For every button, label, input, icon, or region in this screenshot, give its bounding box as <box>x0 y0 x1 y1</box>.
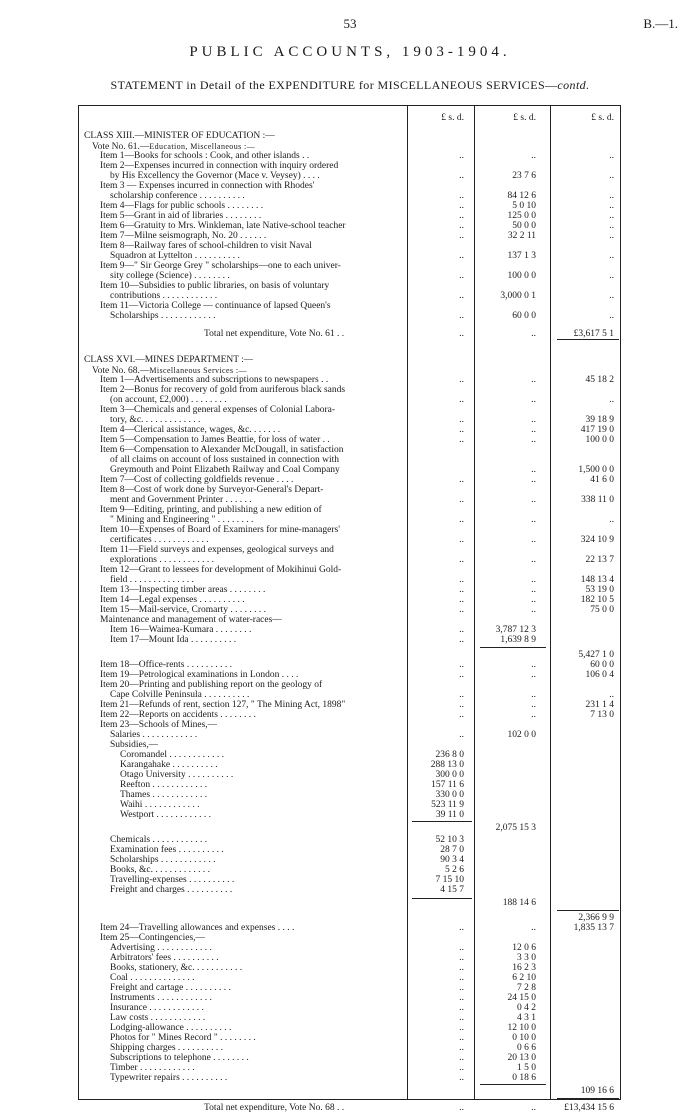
column-header-3: £ s. d. <box>591 113 614 123</box>
row-label: Freight and charges . . . . . . . . . . <box>110 885 233 895</box>
row-label: Examination fees . . . . . . . . . . <box>110 845 224 855</box>
amount-c2: .. <box>531 415 536 425</box>
amount-c2: 6 2 10 <box>512 973 536 983</box>
amount-c1: 523 11 9 <box>431 800 464 810</box>
amount-c2: 0 10 0 <box>512 1033 536 1043</box>
row-label: contributions . . . . . . . . . . . . <box>110 291 218 301</box>
amount-c1: .. <box>459 595 464 605</box>
row-label: Item 24—Travelling allowances and expenses . . . . <box>100 923 295 933</box>
subtotal-rule-schools <box>557 910 619 911</box>
row-label: CLASS XIII.—MINISTER OF EDUCATION :— <box>84 131 275 141</box>
row-label-smallcaps: Miscellaneous Services :— <box>149 366 247 375</box>
row-label: Subsidies,— <box>110 740 159 750</box>
row-label: Item 12—Grant to lessees for development of Mokihinui Gold- <box>100 565 342 575</box>
amount-c3: .. <box>609 271 614 281</box>
amount-c2: 12 10 0 <box>507 1023 536 1033</box>
table-row <box>84 329 620 340</box>
amount-c1: .. <box>459 535 464 545</box>
amount-c2: .. <box>531 1103 536 1113</box>
row-label: Advertising . . . . . . . . . . . . <box>110 943 212 953</box>
amount-c1: .. <box>459 291 464 301</box>
amount-c3: .. <box>609 201 614 211</box>
amount-c1: .. <box>459 515 464 525</box>
row-label: Item 4—Flags for public schools . . . . . . . . <box>100 201 264 211</box>
table-row <box>84 810 620 821</box>
amount-c1: .. <box>459 151 464 161</box>
amount-c1: 300 0 0 <box>435 770 464 780</box>
row-label: Reefton . . . . . . . . . . . . <box>120 780 208 790</box>
amount-c3: 45 18 2 <box>585 375 614 385</box>
amount-c1: .. <box>459 475 464 485</box>
amount-c1: .. <box>459 1073 464 1083</box>
total-rule-68 <box>557 1098 619 1099</box>
table-row <box>84 1086 620 1097</box>
row-label: Item 1—Books for schools : Cook, and other islands . . <box>100 151 310 161</box>
amount-c1: .. <box>459 963 464 973</box>
amount-c2: 16 2 3 <box>512 963 536 973</box>
row-label: Lodging-allowance . . . . . . . . . . <box>110 1023 232 1033</box>
amount-c2: 3,787 12 3 <box>495 625 536 635</box>
row-label: Item 11—Field surveys and expenses, geological surveys and <box>100 545 334 555</box>
amount-c1: .. <box>459 251 464 261</box>
row-label: Item 2—Bonus for recovery of gold from auriferous black sands <box>100 385 346 395</box>
row-label: Westport . . . . . . . . . . . . <box>120 810 212 820</box>
row-label: Item 17—Mount Ida . . . . . . . . . . <box>110 635 237 645</box>
amount-c1: .. <box>459 221 464 231</box>
amount-c3: 231 1 4 <box>585 700 614 710</box>
row-label: Item 6—Compensation to Alexander McDougall, in satisfaction <box>100 445 344 455</box>
row-label: Item 11—Victoria College — continuance of lapsed Queen's <box>100 301 331 311</box>
row-label: Item 8—Cost of work done by Surveyor-General's Depart- <box>100 485 324 495</box>
row-label: Insurance . . . . . . . . . . . . <box>110 1003 204 1013</box>
row-label: Item 3 — Expenses incurred in connection with Rhodes' <box>100 181 315 191</box>
subtotal-rule-contingencies <box>480 1084 546 1085</box>
amount-c2: .. <box>531 660 536 670</box>
row-label: Instruments . . . . . . . . . . . . <box>110 993 212 1003</box>
amount-c1: .. <box>459 690 464 700</box>
amount-c1: .. <box>459 495 464 505</box>
amount-c2: .. <box>531 375 536 385</box>
row-label-main: Vote No. 68.— <box>92 366 150 376</box>
amount-c1: .. <box>459 983 464 993</box>
amount-c1: .. <box>459 670 464 680</box>
amount-c1: .. <box>459 973 464 983</box>
amount-c3: 2,366 9 9 <box>578 913 614 923</box>
amount-c1: .. <box>459 923 464 933</box>
amount-c3: 22 13 7 <box>585 555 614 565</box>
amount-c2: .. <box>531 425 536 435</box>
row-label: Item 18—Office-rents . . . . . . . . . . <box>100 660 233 670</box>
amount-c2: 23 7 6 <box>512 171 536 181</box>
subtotal-rule-water-races <box>480 647 546 648</box>
amount-c2: 188 14 6 <box>502 898 536 908</box>
amount-c1: 4 15 7 <box>440 885 464 895</box>
row-label: field . . . . . . . . . . . . . . <box>110 575 194 585</box>
row-label: by His Excellency the Governor (Mace v. Veysey) . . . . <box>110 171 320 181</box>
column-header-row <box>84 113 620 124</box>
amount-c2: .. <box>531 435 536 445</box>
row-label: explorations . . . . . . . . . . . . <box>110 555 214 565</box>
subtitle-text: STATEMENT in Detail of the EXPENDITURE for MISCELLANEOUS SERVICES— <box>110 78 558 92</box>
amount-c2: .. <box>531 495 536 505</box>
row-label: " Mining and Engineering " . . . . . . . . <box>110 515 254 525</box>
row-label: of all claims on account of loss sustained in connection with <box>110 455 340 465</box>
amount-c2: 24 15 0 <box>507 993 536 1003</box>
amount-c1: .. <box>459 575 464 585</box>
row-label: Item 1—Advertisements and subscriptions to newspapers . . <box>100 375 329 385</box>
amount-c3: .. <box>609 211 614 221</box>
row-label: Scholarships . . . . . . . . . . . . <box>110 311 216 321</box>
amount-c1: .. <box>459 171 464 181</box>
amount-c1: .. <box>459 1003 464 1013</box>
amount-c2: .. <box>531 395 536 405</box>
amount-c2: 5 0 10 <box>512 201 536 211</box>
row-label: Item 5—Grant in aid of libraries . . . . . . . . <box>100 211 262 221</box>
row-label: Item 21—Refunds of rent, section 127, " The Mining Act, 1898" <box>100 700 346 710</box>
amount-c1: .. <box>459 1013 464 1023</box>
amount-c2: 84 12 6 <box>507 191 536 201</box>
amount-c2: .. <box>531 329 536 339</box>
row-label: Item 19—Petrological examinations in London . . . . <box>100 670 299 680</box>
amount-c3: .. <box>609 515 614 525</box>
amount-c3: 5,427 1 0 <box>578 650 614 660</box>
amount-c1: .. <box>459 191 464 201</box>
row-label: Item 4—Clerical assistance, wages, &c. . . . . . . <box>100 425 281 435</box>
amount-c2: 1 5 0 <box>517 1063 536 1073</box>
amount-c3: 100 0 0 <box>585 435 614 445</box>
amount-c1: .. <box>459 375 464 385</box>
row-label: Salaries . . . . . . . . . . . . <box>110 730 198 740</box>
amount-c1: .. <box>459 710 464 720</box>
amount-c1: .. <box>459 730 464 740</box>
amount-c1: .. <box>459 993 464 1003</box>
amount-c1: .. <box>459 1043 464 1053</box>
page-number: 53 <box>343 16 357 31</box>
amount-c1: 39 11 0 <box>435 810 464 820</box>
row-label: Photos for " Mines Record " . . . . . . . . <box>110 1033 256 1043</box>
amount-c2: 4 3 1 <box>517 1013 536 1023</box>
amount-c1: 330 0 0 <box>435 790 464 800</box>
amount-c1: .. <box>459 211 464 221</box>
amount-c2: .. <box>531 535 536 545</box>
amount-c2: 3 3 0 <box>517 953 536 963</box>
amount-c3: 109 16 6 <box>580 1086 614 1096</box>
amount-c2: 20 13 0 <box>507 1053 536 1063</box>
amount-c2: .. <box>531 475 536 485</box>
amount-c3: .. <box>609 251 614 261</box>
amount-c2: 0 6 6 <box>517 1043 536 1053</box>
row-label: Item 15—Mail-service, Cromarty . . . . . . . . <box>100 605 266 615</box>
amount-c3: 41 6 0 <box>590 475 614 485</box>
amount-c1: 157 11 6 <box>431 780 464 790</box>
amount-c2: 2,075 15 3 <box>495 823 536 833</box>
row-label: Item 23—Schools of Mines,— <box>100 720 218 730</box>
row-label: Item 5—Compensation to James Beattie, for loss of water . . <box>100 435 330 445</box>
amount-c3: 324 10 9 <box>580 535 614 545</box>
amount-c2: .. <box>531 465 536 475</box>
amount-c1: 90 3 4 <box>440 855 464 865</box>
row-label: Typewriter repairs . . . . . . . . . . <box>110 1073 228 1083</box>
row-label: Waihi . . . . . . . . . . . . <box>120 800 200 810</box>
amount-c2: 50 0 0 <box>512 221 536 231</box>
amount-c2: .. <box>531 690 536 700</box>
amount-c1: .. <box>459 585 464 595</box>
amount-c3: 106 0 4 <box>585 670 614 680</box>
row-label: Item 6—Gratuity to Mrs. Winkleman, late Native-school teacher <box>100 221 346 231</box>
row-label: Arbitrators' fees . . . . . . . . . . <box>110 953 219 963</box>
row-label: Karangahake . . . . . . . . . . <box>120 760 218 770</box>
amount-c2: .. <box>531 700 536 710</box>
amount-c1: .. <box>459 943 464 953</box>
amount-c1: 52 10 3 <box>435 835 464 845</box>
amount-c2: 0 4 2 <box>517 1003 536 1013</box>
column-header-1: £ s. d. <box>441 113 464 123</box>
row-label: Maintenance and management of water-races— <box>100 615 282 625</box>
amount-c2: .. <box>531 555 536 565</box>
row-label: Item 14—Legal expenses . . . . . . . . . . <box>100 595 245 605</box>
amount-c2: 12 0 6 <box>512 943 536 953</box>
amount-c3: 53 19 0 <box>585 585 614 595</box>
row-label: Law costs . . . . . . . . . . . . <box>110 1013 206 1023</box>
row-label: (on account, £2,000) . . . . . . . . <box>110 395 227 405</box>
row-label: Item 10—Expenses of Board of Examiners for mine-managers' <box>100 525 340 535</box>
amount-c3: 1,835 13 7 <box>573 923 614 933</box>
row-label: Travelling-expenses . . . . . . . . . . <box>110 875 235 885</box>
amount-c1: .. <box>459 425 464 435</box>
row-label: Item 10—Subsidies to public libraries, on basis of voluntary <box>100 281 330 291</box>
amount-c3: .. <box>609 231 614 241</box>
row-label: Total net expenditure, Vote No. 61 . . <box>204 329 345 339</box>
amount-c2: 100 0 0 <box>507 271 536 281</box>
row-label: Item 13—Inspecting timber areas . . . . . . . . <box>100 585 266 595</box>
amount-c1: .. <box>459 271 464 281</box>
amount-c3: 1,500 0 0 <box>578 465 614 475</box>
row-label: Freight and cartage . . . . . . . . . . <box>110 983 231 993</box>
subtotal-rule-expenses <box>412 898 472 899</box>
amount-c1: .. <box>459 953 464 963</box>
amount-c3: .. <box>609 151 614 161</box>
row-label: Cape Colville Peninsula . . . . . . . . . . <box>110 690 250 700</box>
row-label: Books, stationery, &c. . . . . . . . . . . <box>110 963 243 973</box>
row-label: scholarship conference . . . . . . . . . . <box>110 191 245 201</box>
document-reference: B.—1. <box>643 16 678 31</box>
column-header-2: £ s. d. <box>513 113 536 123</box>
row-label: Item 2—Expenses incurred in connection with inquiry ordered <box>100 161 339 171</box>
amount-c3: .. <box>609 690 614 700</box>
amount-c2: 60 0 0 <box>512 311 536 321</box>
amount-c3: 338 11 0 <box>581 495 614 505</box>
amount-c3: 39 18 9 <box>585 415 614 425</box>
amount-c3: .. <box>609 395 614 405</box>
amount-c2: 0 18 6 <box>512 1073 536 1083</box>
amount-c3: 182 10 5 <box>580 595 614 605</box>
amount-c1: .. <box>459 1063 464 1073</box>
amount-c1: 28 7 0 <box>440 845 464 855</box>
row-label: Item 7—Milne seismograph, No. 20 . . . . . . <box>100 231 267 241</box>
table-row <box>84 898 620 909</box>
amount-c1: 7 15 10 <box>435 875 464 885</box>
amount-c1: .. <box>459 700 464 710</box>
row-label: Chemicals . . . . . . . . . . . . <box>110 835 208 845</box>
amount-c1: .. <box>459 635 464 645</box>
row-label: Otago University . . . . . . . . . . <box>120 770 234 780</box>
row-label: Coromandel . . . . . . . . . . . . <box>120 750 224 760</box>
amount-c1: .. <box>459 1053 464 1063</box>
amount-c2: 32 2 11 <box>507 231 536 241</box>
amount-c2: .. <box>531 595 536 605</box>
subtitle-contd: contd. <box>557 78 590 92</box>
row-label-smallcaps: Education, Miscellaneous :— <box>149 142 256 151</box>
row-label: Item 20—Printing and publishing report on the geology of <box>100 680 323 690</box>
amount-c3: .. <box>609 221 614 231</box>
amount-c2: .. <box>531 605 536 615</box>
row-label: Subscriptions to telephone . . . . . . . . <box>110 1053 249 1063</box>
amount-c1: .. <box>459 1033 464 1043</box>
amount-c2: 3,000 0 1 <box>500 291 536 301</box>
row-label: Shipping charges . . . . . . . . . . <box>110 1043 224 1053</box>
row-label: CLASS XVI.—MINES DEPARTMENT :— <box>84 355 254 365</box>
amount-c1: .. <box>459 415 464 425</box>
amount-c1: .. <box>459 201 464 211</box>
table-row <box>84 1073 620 1084</box>
page-title: PUBLIC ACCOUNTS, 1903-1904. <box>189 44 511 60</box>
row-label: Books, &c. . . . . . . . . . . . . <box>110 865 211 875</box>
row-label: Coal . . . . . . . . . . . . . . <box>110 973 195 983</box>
row-label: Scholarships . . . . . . . . . . . . <box>110 855 216 865</box>
total-rule-61 <box>557 339 619 340</box>
row-label: Item 22—Reports on accidents . . . . . . . . <box>100 710 256 720</box>
statement-subtitle <box>0 78 700 93</box>
amount-c3: 75 0 0 <box>590 605 614 615</box>
table-row <box>84 1103 620 1114</box>
amount-c2: .. <box>531 585 536 595</box>
amount-c1: .. <box>459 555 464 565</box>
row-label: Item 8—Railway fares of school-children to visit Naval <box>100 241 312 251</box>
amount-c2: .. <box>531 151 536 161</box>
amount-c2: 125 0 0 <box>507 211 536 221</box>
amount-c1: .. <box>459 435 464 445</box>
amount-c2: .. <box>531 575 536 585</box>
amount-c2: 102 0 0 <box>507 730 536 740</box>
amount-c2: .. <box>531 923 536 933</box>
amount-c3: £3,617 5 1 <box>573 329 614 339</box>
row-label: Timber . . . . . . . . . . . . <box>110 1063 195 1073</box>
amount-c3: .. <box>609 311 614 321</box>
amount-c3: 7 13 0 <box>590 710 614 720</box>
amount-c1: .. <box>459 231 464 241</box>
amount-c3: 60 0 0 <box>590 660 614 670</box>
amount-c1: .. <box>459 329 464 339</box>
row-label: Item 25—Contingencies,— <box>100 933 206 943</box>
row-label: Item 3—Chemicals and general expenses of Colonial Labora- <box>100 405 336 415</box>
table-row <box>84 311 620 322</box>
amount-c3: .. <box>609 291 614 301</box>
row-label: Greymouth and Point Elizabeth Railway and Coal Company <box>110 465 340 475</box>
amount-c1: .. <box>459 1103 464 1113</box>
amount-c2: .. <box>531 670 536 680</box>
table-row <box>84 885 620 896</box>
amount-c1: .. <box>459 1023 464 1033</box>
row-label: sity college (Science) . . . . . . . . <box>110 271 230 281</box>
row-label-main: Vote No. 61.— <box>92 142 150 152</box>
row-label: Total net expenditure, Vote No. 68 . . <box>204 1103 345 1113</box>
row-label: Thames . . . . . . . . . . . . <box>120 790 208 800</box>
amount-c1: .. <box>459 625 464 635</box>
row-label: Squadron at Lyttelton . . . . . . . . . . <box>110 251 240 261</box>
amount-c2: 7 2 8 <box>517 983 536 993</box>
amount-c3: .. <box>609 191 614 201</box>
amount-c1: 288 13 0 <box>430 760 464 770</box>
amount-c1: .. <box>459 605 464 615</box>
row-label: Item 7—Cost of collecting goldfields revenue . . . . <box>100 475 294 485</box>
amount-c3: £13,434 15 6 <box>564 1103 614 1113</box>
amount-c1: .. <box>459 311 464 321</box>
amount-c1: .. <box>459 395 464 405</box>
amount-c1: 236 8 0 <box>435 750 464 760</box>
amount-c1: .. <box>459 660 464 670</box>
row-label: Item 16—Waimea-Kumara . . . . . . . . <box>110 625 252 635</box>
table-row <box>84 635 620 646</box>
amount-c2: .. <box>531 710 536 720</box>
row-label: ment and Government Printer . . . . . . <box>110 495 252 505</box>
row-label: tory, &c. . . . . . . . . . . . . <box>110 415 201 425</box>
amount-c3: 417 19 0 <box>580 425 614 435</box>
amount-c2: 137 1 3 <box>507 251 536 261</box>
amount-c3: .. <box>609 171 614 181</box>
amount-c3: 148 13 4 <box>580 575 614 585</box>
amount-c2: .. <box>531 515 536 525</box>
amount-c1: 5 2 6 <box>445 865 464 875</box>
amount-c2: 1,639 8 9 <box>500 635 536 645</box>
row-label: Item 9—" Sir George Grey " scholarships—one to each univer- <box>100 261 341 271</box>
subtotal-rule-subsidies <box>412 821 472 822</box>
row-label: certificates . . . . . . . . . . . . <box>110 535 209 545</box>
table-row <box>84 823 620 834</box>
row-label: Item 9—Editing, printing, and publishing a new edition of <box>100 505 322 515</box>
